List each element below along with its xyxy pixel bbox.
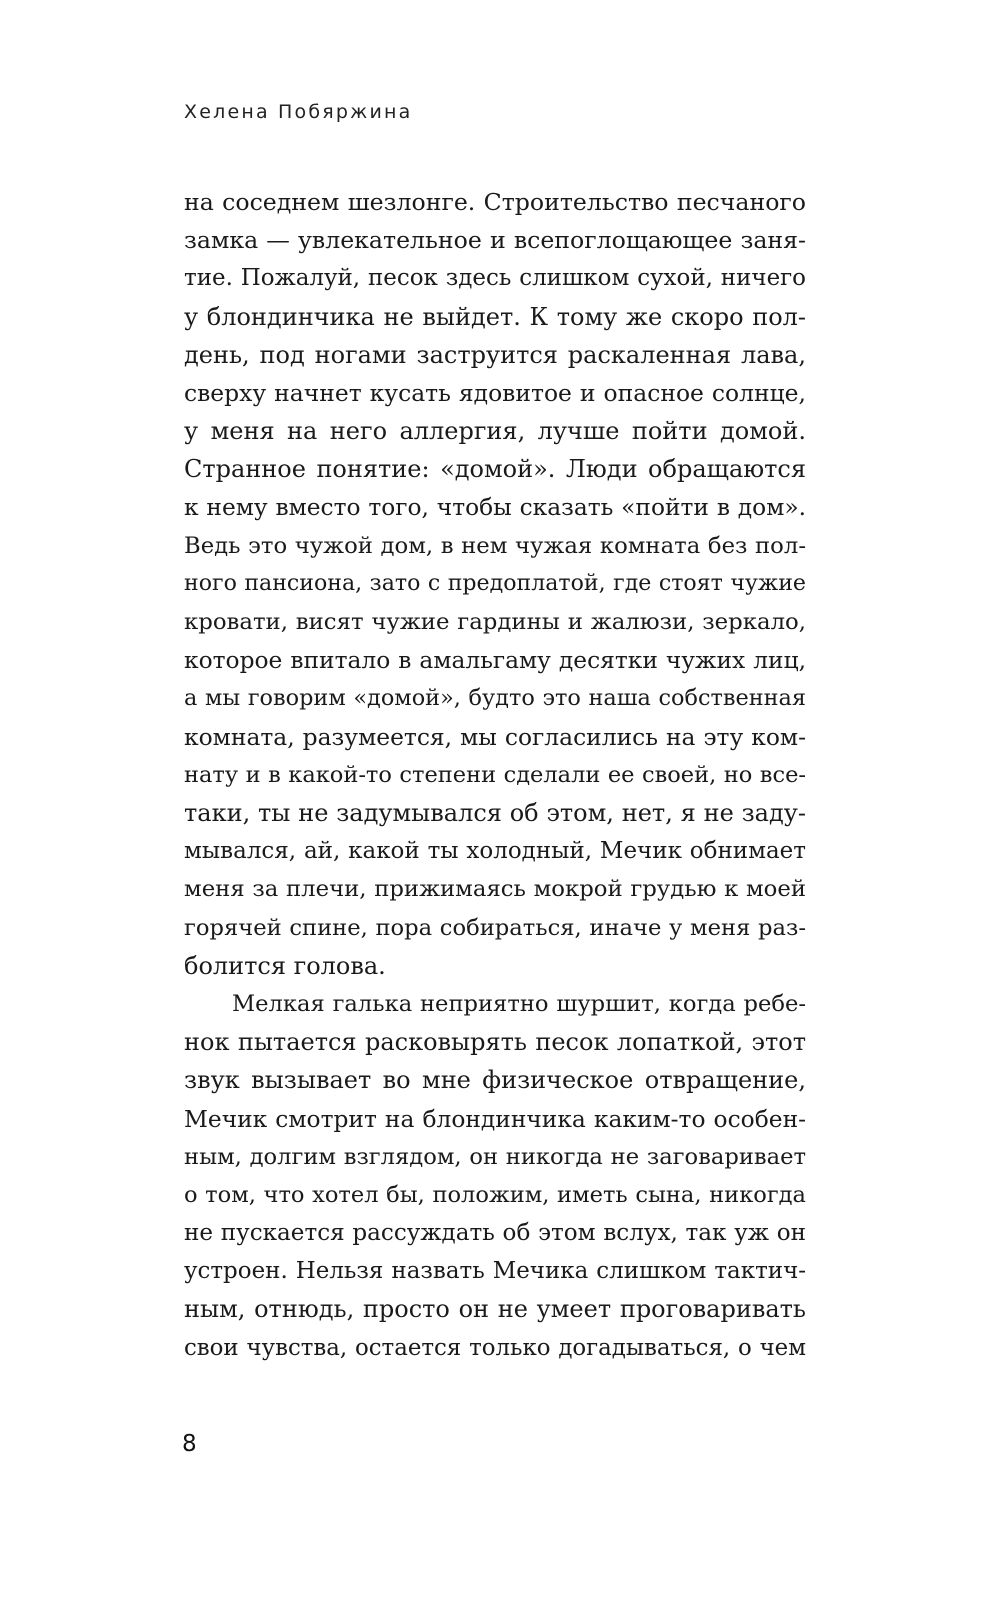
text-line: таки, ты не задумывался об этом, нет, я не заду- (184, 799, 806, 827)
text-line: на соседнем шезлонге. Строительство песчаного (184, 188, 806, 216)
text-line: ным, долгим взглядом, он никогда не заговаривает (184, 1143, 806, 1170)
text-line: устроен. Нельзя назвать Мечика слишком тактич- (184, 1258, 806, 1285)
text-line: которое впитало в амальгаму десятки чужих лиц, (184, 646, 806, 675)
text-line: Мечик смотрит на блондинчика каким-то особен- (184, 1104, 806, 1133)
text-line: Странное понятие: «домой». Люди обращаются (184, 455, 806, 484)
text-line: горячей спине, пора собираться, иначе у меня раз- (184, 914, 806, 941)
text-line: мывался, ай, какой ты холодный, Мечик обнимает (184, 838, 806, 865)
text-line: не пускается рассуждать об этом вслух, так уж он (184, 1220, 806, 1247)
running-head: Хелена Побяржина (184, 101, 413, 123)
text-line: ного пансиона, зато с предоплатой, где стоят чужие (184, 570, 806, 596)
page-number: 8 (182, 1431, 197, 1457)
text-line: меня за плечи, прижимаясь мокрой грудью к моей (184, 876, 806, 903)
text-line: замка — увлекательное и всепоглощающее заня- (184, 226, 806, 255)
text-line: о том, что хотел бы, положим, иметь сына, никогда (184, 1181, 806, 1208)
text-line: комната, разумеется, мы согласились на эту ком- (184, 722, 806, 751)
text-line: Мелкая галька неприятно шуршит, когда ребе- (232, 990, 806, 1017)
text-line: сверху начнет кусать ядовитое и опасное солнце, (184, 378, 806, 407)
text-line: день, под ногами заструится раскаленная лава, (184, 340, 806, 369)
text-line: ным, отнюдь, просто он не умеет проговаривать (184, 1295, 806, 1324)
text-line: нату и в какой-то степени сделали ее своей, но все- (184, 761, 806, 788)
text-line: болится голова. (184, 951, 386, 980)
text-line: тие. Пожалуй, песок здесь слишком сухой, ничего (184, 265, 806, 292)
body-text (184, 183, 806, 1367)
text-line: а мы говорим «домой», будто это наша собственная (184, 685, 806, 712)
text-line: свои чувства, остается только догадываться, о чем (184, 1334, 806, 1361)
text-line: у блондинчика не выйдет. К тому же скоро пол- (184, 302, 806, 331)
text-line: нок пытается расковырять песок лопаткой, этот (184, 1028, 806, 1057)
text-line: Ведь это чужой дом, в нем чужая комната без пол- (184, 532, 806, 559)
text-line: у меня на него аллергия, лучше пойти домой. (184, 417, 806, 446)
text-line: кровати, висят чужие гардины и жалюзи, зеркало, (184, 609, 806, 636)
text-line: к нему вместо того, чтобы сказать «пойти в дом». (184, 493, 806, 521)
text-line: звук вызывает во мне физическое отвращение, (184, 1066, 806, 1095)
